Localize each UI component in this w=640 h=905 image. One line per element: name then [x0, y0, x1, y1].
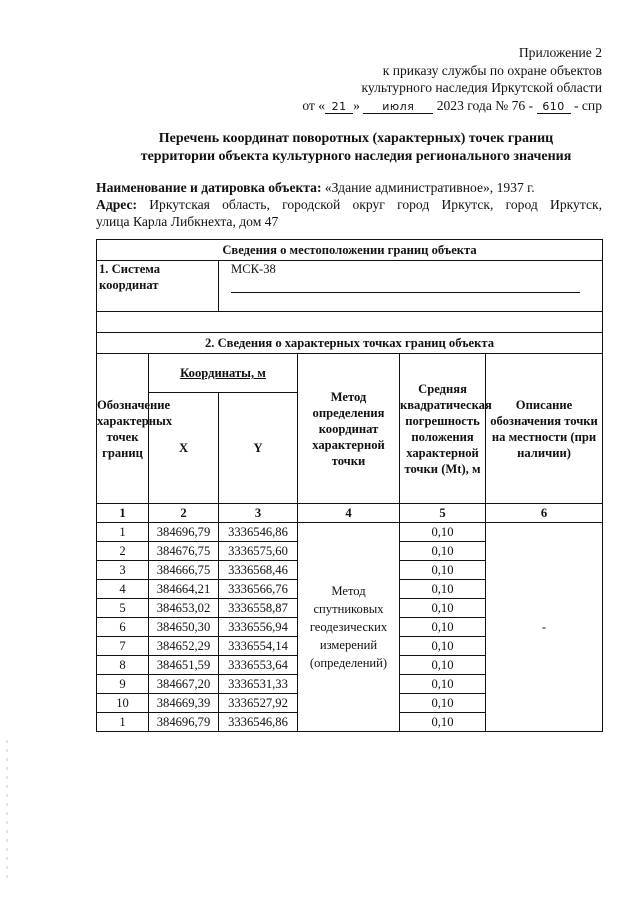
column-number-5: 5: [400, 504, 486, 523]
point-number: 10: [97, 694, 149, 713]
point-mt: 0,10: [400, 618, 486, 637]
point-x: 384696,79: [149, 713, 219, 732]
point-x: 384667,20: [149, 675, 219, 694]
point-number: 1: [97, 523, 149, 542]
section-2-title: 2. Сведения о характерных точках границ объекта: [97, 333, 603, 354]
coord-system-cell: [219, 261, 603, 312]
scan-margin-mark: [6, 740, 8, 880]
point-x: 384676,75: [149, 542, 219, 561]
point-x: 384650,30: [149, 618, 219, 637]
point-mt: 0,10: [400, 542, 486, 561]
header-mt: Средняя квадратическая погрешность положения характерной точки (Mt), м: [400, 354, 486, 504]
quote-close: »: [353, 97, 360, 113]
point-y: 3336568,46: [219, 561, 298, 580]
document-header: [242, 44, 602, 114]
column-number-1: 1: [97, 504, 149, 523]
header-x: X: [149, 393, 219, 504]
point-x: 384664,21: [149, 580, 219, 599]
point-y: 3336531,33: [219, 675, 298, 694]
point-number: 8: [97, 656, 149, 675]
point-mt: 0,10: [400, 561, 486, 580]
point-y: 3336556,94: [219, 618, 298, 637]
point-x: 384666,75: [149, 561, 219, 580]
point-number: 4: [97, 580, 149, 599]
point-y: 3336546,86: [219, 523, 298, 542]
point-y: 3336558,87: [219, 599, 298, 618]
point-number: 3: [97, 561, 149, 580]
point-number: 7: [97, 637, 149, 656]
coord-system-label: 1. Система координат: [97, 261, 219, 312]
point-y: 3336575,60: [219, 542, 298, 561]
point-number: 2: [97, 542, 149, 561]
method-cell: Метод спутниковых геодезических измерений (определений): [298, 523, 400, 732]
column-number-3: 3: [219, 504, 298, 523]
coord-system-underline: [231, 280, 580, 293]
order-number: 610: [537, 101, 571, 114]
point-mt: 0,10: [400, 580, 486, 599]
order-suffix: - спр: [573, 97, 602, 113]
order-reference: к приказу службы по охране объектов: [382, 62, 602, 78]
point-y: 3336566,76: [219, 580, 298, 599]
object-name-value: «Здание административное», 1937 г.: [321, 180, 535, 195]
object-name-line: [96, 179, 602, 196]
point-mt: 0,10: [400, 599, 486, 618]
point-x: 384652,29: [149, 637, 219, 656]
object-address-label: Адрес:: [96, 197, 138, 212]
point-mt: 0,10: [400, 713, 486, 732]
authority-name: культурного наследия Иркутской области: [361, 80, 602, 96]
coord-system-value: МСК-38: [231, 262, 276, 276]
header-y: Y: [219, 393, 298, 504]
object-address-line: [96, 196, 602, 213]
from-label: от «: [302, 97, 326, 113]
header-point-designation: Обозначение характерных точек границ: [97, 354, 149, 504]
point-mt: 0,10: [400, 675, 486, 694]
header-description: Описание обозначения точки на местности (при наличии): [486, 354, 603, 504]
order-year: 2023 года № 76 -: [436, 97, 534, 113]
appendix-label: Приложение 2: [518, 45, 602, 60]
boundary-table: [96, 239, 603, 732]
title-line-1: Перечень координат поворотных (характерных) точек границ: [158, 131, 554, 146]
document-title: [96, 130, 616, 166]
points-body: [97, 523, 603, 732]
table-row: [97, 523, 603, 542]
point-x: 384669,39: [149, 694, 219, 713]
point-x: 384651,59: [149, 656, 219, 675]
point-number: 1: [97, 713, 149, 732]
object-address-value-1: Иркутская область, городской округ город Иркутск, город Иркутск,: [137, 197, 602, 212]
object-name-label: Наименование и датировка объекта:: [96, 180, 322, 195]
column-number-6: 6: [486, 504, 603, 523]
section-1-title: Сведения о местоположении границ объекта: [97, 240, 603, 261]
point-y: 3336546,86: [219, 713, 298, 732]
header-method: Метод определения координат характерной точки: [298, 354, 400, 504]
order-month: июля: [363, 101, 433, 114]
column-number-4: 4: [298, 504, 400, 523]
point-y: 3336527,92: [219, 694, 298, 713]
object-address-value-2: улица Карла Либкнехта, дом 47: [96, 214, 279, 229]
point-x: 384696,79: [149, 523, 219, 542]
point-mt: 0,10: [400, 694, 486, 713]
order-day: 21: [325, 101, 353, 114]
point-x: 384653,02: [149, 599, 219, 618]
point-y: 3336554,14: [219, 637, 298, 656]
column-number-2: 2: [149, 504, 219, 523]
point-mt: 0,10: [400, 656, 486, 675]
object-info: [96, 179, 602, 230]
point-mt: 0,10: [400, 637, 486, 656]
point-mt: 0,10: [400, 523, 486, 542]
description-cell: -: [486, 523, 603, 732]
point-y: 3336553,64: [219, 656, 298, 675]
order-date-line: [242, 97, 602, 115]
title-line-2: территории объекта культурного наследия регионального значения: [140, 149, 572, 164]
spacer-row: [97, 312, 603, 333]
header-coordinates: Координаты, м: [149, 354, 298, 393]
point-number: 5: [97, 599, 149, 618]
point-number: 6: [97, 618, 149, 637]
point-number: 9: [97, 675, 149, 694]
